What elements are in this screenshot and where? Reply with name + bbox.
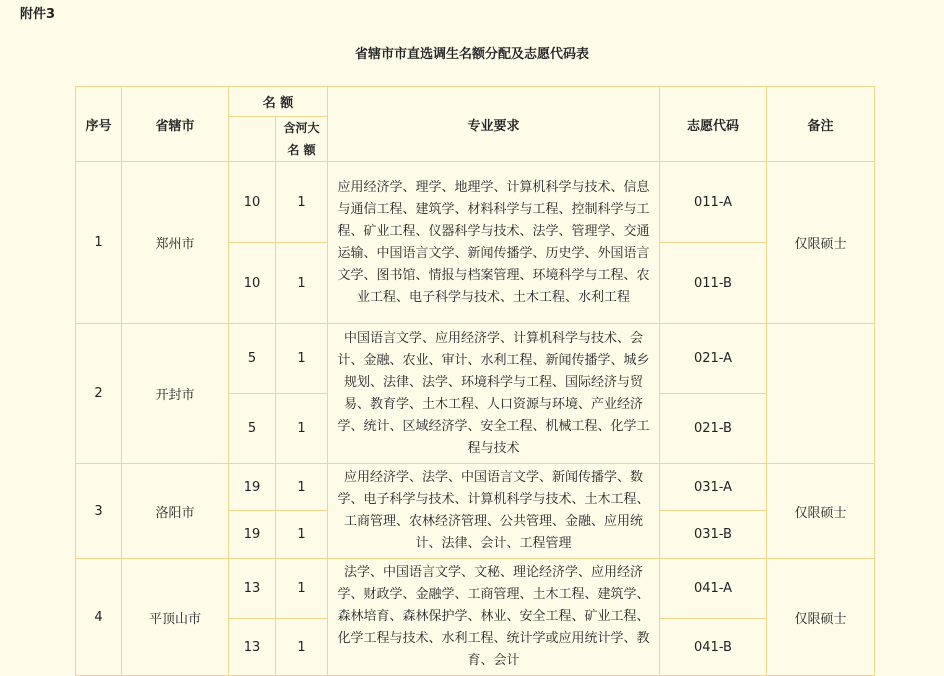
header-quota-blank — [229, 117, 276, 162]
cell-quota: 13 — [229, 619, 276, 676]
header-henan-quota-line1: 含河大 — [283, 121, 320, 135]
cell-quota: 5 — [229, 324, 276, 394]
cell-quota: 19 — [229, 511, 276, 559]
table-row — [76, 162, 875, 243]
cell-major: 应用经济学、理学、地理学、计算机科学与技术、信息与通信工程、建筑学、材料科学与工程、控制科学与工程、矿业工程、仪器科学与技术、法学、管理学、交通运输、中国语言文学、新闻传播学、历史学、外国语言文学、图书馆、情报与档案管理、环境科学与工程、农业工程、电子科学与技术、土木工程、水利工程 — [328, 162, 660, 324]
cell-henan-quota: 1 — [276, 243, 328, 324]
cell-code: 011-B — [660, 243, 767, 324]
cell-henan-quota: 1 — [276, 324, 328, 394]
table-row — [76, 464, 875, 511]
cell-remark: 仅限硕士 — [767, 559, 875, 676]
header-code: 志愿代码 — [660, 87, 767, 162]
cell-seq: 2 — [76, 324, 122, 464]
page-title: 省辖市市直选调生名额分配及志愿代码表 — [354, 47, 589, 62]
cell-quota: 13 — [229, 559, 276, 619]
cell-quota: 10 — [229, 243, 276, 324]
cell-code: 041-B — [660, 619, 767, 676]
cell-quota: 19 — [229, 464, 276, 511]
cell-city: 郑州市 — [122, 162, 229, 324]
cell-major: 中国语言文学、应用经济学、计算机科学与技术、会计、金融、农业、审计、水利工程、新闻传播学、城乡规划、法律、法学、环境科学与工程、国际经济与贸易、教育学、土木工程、人口资源与环境、产业经济学、统计、区域经济学、安全工程、机械工程、化学工程与技术 — [328, 324, 660, 464]
attachment-label: 附件3 — [20, 7, 56, 22]
header-henan-quota-line2: 名 额 — [287, 143, 316, 157]
cell-remark: 仅限硕士 — [767, 464, 875, 559]
header-remark: 备注 — [767, 87, 875, 162]
cell-code: 031-A — [660, 464, 767, 511]
header-city: 省辖市 — [122, 87, 229, 162]
cell-city: 平顶山市 — [122, 559, 229, 676]
table-row — [76, 559, 875, 619]
cell-seq: 1 — [76, 162, 122, 324]
cell-code: 021-B — [660, 394, 767, 464]
cell-seq: 3 — [76, 464, 122, 559]
quota-table — [75, 86, 875, 676]
header-quota: 名 额 — [229, 87, 328, 117]
cell-henan-quota: 1 — [276, 511, 328, 559]
cell-remark — [767, 324, 875, 464]
cell-major: 应用经济学、法学、中国语言文学、新闻传播学、数学、电子科学与技术、计算机科学与技术、土木工程、工商管理、农林经济管理、公共管理、金融、应用统计、法律、会计、工程管理 — [328, 464, 660, 559]
cell-quota: 5 — [229, 394, 276, 464]
cell-henan-quota: 1 — [276, 394, 328, 464]
cell-city: 洛阳市 — [122, 464, 229, 559]
table-row — [76, 324, 875, 394]
cell-seq: 4 — [76, 559, 122, 676]
cell-code: 021-A — [660, 324, 767, 394]
cell-code: 011-A — [660, 162, 767, 243]
cell-code: 031-B — [660, 511, 767, 559]
cell-henan-quota: 1 — [276, 162, 328, 243]
cell-quota: 10 — [229, 162, 276, 243]
header-major: 专业要求 — [328, 87, 660, 162]
cell-henan-quota: 1 — [276, 559, 328, 619]
cell-code: 041-A — [660, 559, 767, 619]
cell-remark: 仅限硕士 — [767, 162, 875, 324]
cell-major: 法学、中国语言文学、文秘、理论经济学、应用经济学、财政学、金融学、工商管理、土木工程、建筑学、森林培育、森林保护学、林业、安全工程、矿业工程、化学工程与技术、水利工程、统计学或应用统计学、教育、会计 — [328, 559, 660, 676]
header-henan-quota — [276, 117, 328, 162]
cell-henan-quota: 1 — [276, 619, 328, 676]
cell-henan-quota: 1 — [276, 464, 328, 511]
cell-city: 开封市 — [122, 324, 229, 464]
header-seq: 序号 — [76, 87, 122, 162]
